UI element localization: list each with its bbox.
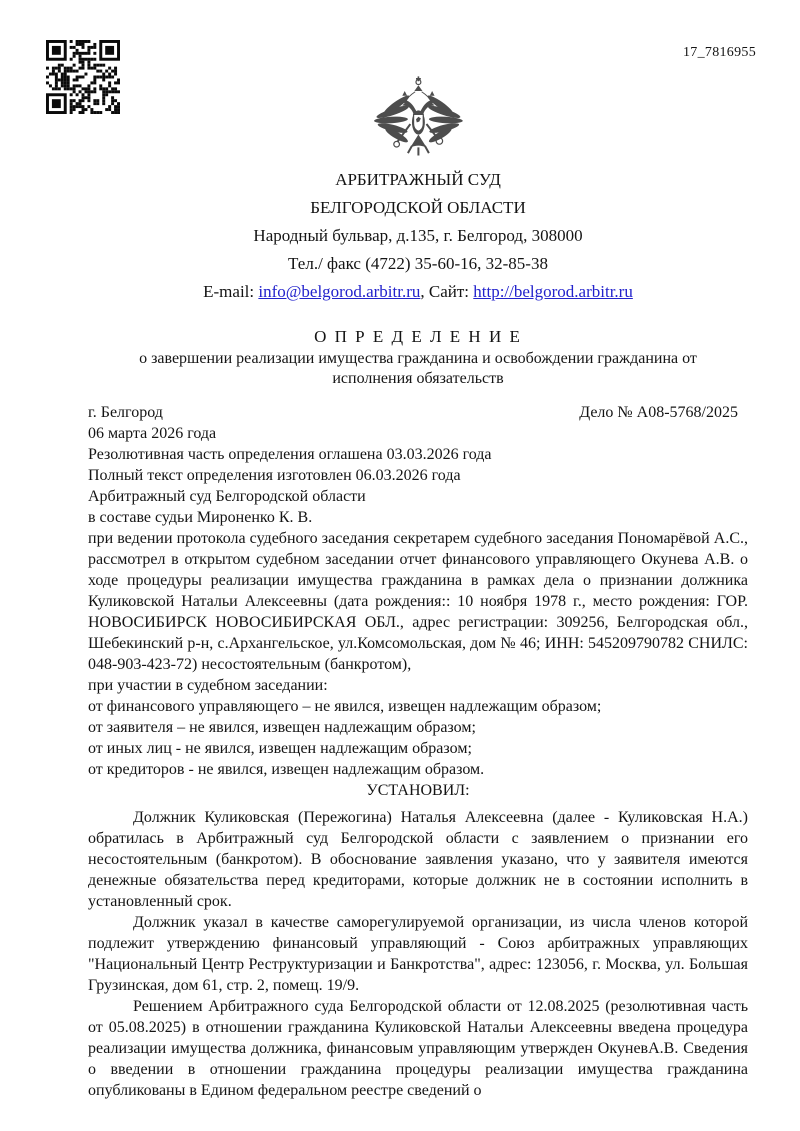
document-body (88, 326, 748, 1101)
judge-line: в составе судьи Мироненко К. В. (88, 509, 313, 526)
case-dateline (88, 402, 748, 423)
court-name-line2: БЕЛГОРОДСКОЙ ОБЛАСТИ (310, 198, 526, 217)
email-label: E-mail: (203, 282, 259, 301)
court-header (88, 166, 748, 306)
document-subtitle: о завершении реализации имущества гражданина и освобождении гражданина от исполнения обязательств (139, 350, 697, 387)
court-address: Народный бульвар, д.135, г. Белгород, 308000 (253, 226, 583, 245)
court-line: Арбитражный суд Белгородской области (88, 488, 366, 505)
attendance-item: от кредиторов - не явился, извещен надлежащим образом. (88, 761, 485, 778)
attendance-item: от финансового управляющего – не явился, извещен надлежащим образом; (88, 698, 602, 715)
document-title: О П Р Е Д Е Л Е Н И Е (314, 327, 522, 346)
site-link[interactable]: http://belgorod.arbitr.ru (473, 282, 633, 301)
court-contacts (88, 278, 748, 306)
ustanovil-heading: УСТАНОВИЛ: (366, 782, 470, 799)
attendance-item: от иных лиц - не явился, извещен надлежащим образом; (88, 740, 472, 757)
ruling-date: 06 марта 2026 года (88, 425, 217, 442)
case-number: Дело № А08-5768/2025 (579, 404, 738, 421)
attendance-header: при участии в судебном заседании: (88, 677, 328, 694)
city-label: г. Белгород (88, 404, 163, 421)
attendance-item: от заявителя – не явился, извещен надлежащим образом; (88, 719, 476, 736)
email-link[interactable]: info@belgorod.arbitr.ru (258, 282, 421, 301)
preamble-paragraph: при ведении протокола судебного заседания секретарем судебного заседания Пономарёвой А.С., рассмотрел в открытом судебном заседании отчет финансового управляющего Окунева А.В. о ходе процедуры реализации имущества гражданина в рамках дела о признании должника Куликовской Натальи Алексеевны (дата рождения:: 10 ноября 1978 г., место рождения: ГОР. НОВОСИБИРСК НОВОСИБИРСКАЯ ОБЛ., адрес регистрации: 309256, Белгородская обл., Шебекинский р-н, с.Архангельское, ул.Комсомольская, дом № 46; ИНН: 545209790782 СНИЛС: 048-903-423-72) несостоятельным (банкротом), (88, 530, 748, 673)
ruling-text (88, 807, 748, 1101)
full-text-line: Полный текст определения изготовлен 06.03.2026 года (88, 467, 461, 484)
court-name-line1: АРБИТРАЖНЫЙ СУД (335, 170, 501, 189)
body-paragraph: Решением Арбитражного суда Белгородской области от 12.08.2025 (резолютивная часть от 05.08.2025) в отношении гражданина Куликовской Натальи Алексеевны введена процедура реализации имущества должника, финансовым управляющим утвержден ОкуневА.В. Сведения о введении в отношении гражданина процедуры реализации имущества гражданина опубликованы в Едином федеральном реестре сведений о (88, 998, 748, 1099)
document-number: 17_7816955 (683, 45, 756, 60)
court-phone: Тел./ факс (4722) 35-60-16, 32-85-38 (288, 254, 548, 273)
body-paragraph: Должник Куликовская (Пережогина) Наталья Алексеевна (далее - Куликовская Н.А.) обратилась в Арбитражный суд Белгородской области с заявлением о признании его несостоятельным (банкротом). В обоснование заявления указано, что у заявителя имеются денежные обязательства перед кредиторами, которые должник не в состоянии исполнить в установленный срок. (88, 809, 748, 910)
body-paragraph: Должник указал в качестве саморегулируемой организации, из числа членов которой подлежит утверждению финансовый управляющий - Союз арбитражных управляющих "Национальный Центр Реструктуризации и Банкротства", адрес: 123056, г. Москва, ул. Большая Грузинская, дом 61, стр. 2, помещ. 19/9. (88, 914, 748, 994)
resolutive-part-line: Резолютивная часть определения оглашена 03.03.2026 года (88, 446, 492, 463)
coat-of-arms-icon (88, 74, 748, 166)
site-label: , Сайт: (420, 282, 474, 301)
